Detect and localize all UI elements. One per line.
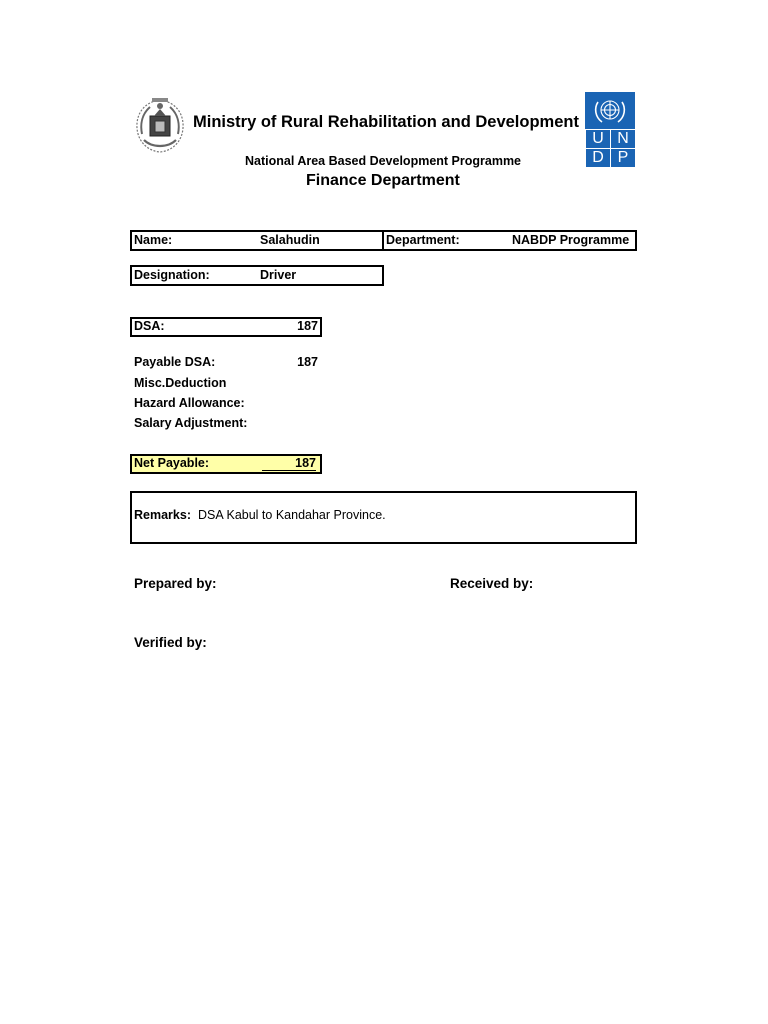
dsa-label: DSA: [134,319,165,333]
prepared-by-label: Prepared by: [134,576,217,591]
payable-dsa-label: Payable DSA: [134,355,216,369]
programme-title: National Area Based Development Programme [245,154,522,168]
undp-letter-p: P [611,149,635,167]
remarks-text: DSA Kabul to Kandahar Province. [198,508,386,522]
remarks-label: Remarks: [134,508,191,522]
department-label: Department: [386,233,460,247]
afghan-emblem-seal [130,94,190,156]
received-by-label: Received by: [450,576,534,591]
payable-dsa-value: 187 [297,355,318,369]
designation-value: Driver [260,268,297,282]
hazard-allowance-label: Hazard Allowance: [134,396,245,410]
dsa-value: 187 [297,319,318,333]
net-payable-value: 187 [262,456,316,471]
department-value: NABDP Programme [512,233,630,247]
name-value: Salahudin [260,233,320,247]
misc-deduction-label: Misc.Deduction [134,376,227,390]
undp-letter-u: U [586,130,610,148]
undp-letter-d: D [586,149,610,167]
department-title: Finance Department [306,172,460,189]
un-emblem-icon [585,92,635,130]
ministry-title: Ministry of Rural Rehabilitation and Development [193,113,579,131]
verified-by-label: Verified by: [134,635,207,650]
name-label: Name: [134,233,173,247]
net-payable-label: Net Payable: [134,456,210,470]
designation-label: Designation: [134,268,210,282]
salary-adjustment-label: Salary Adjustment: [134,416,248,430]
box-divider [382,230,384,251]
undp-letter-n: N [611,130,635,148]
undp-logo [585,92,635,168]
